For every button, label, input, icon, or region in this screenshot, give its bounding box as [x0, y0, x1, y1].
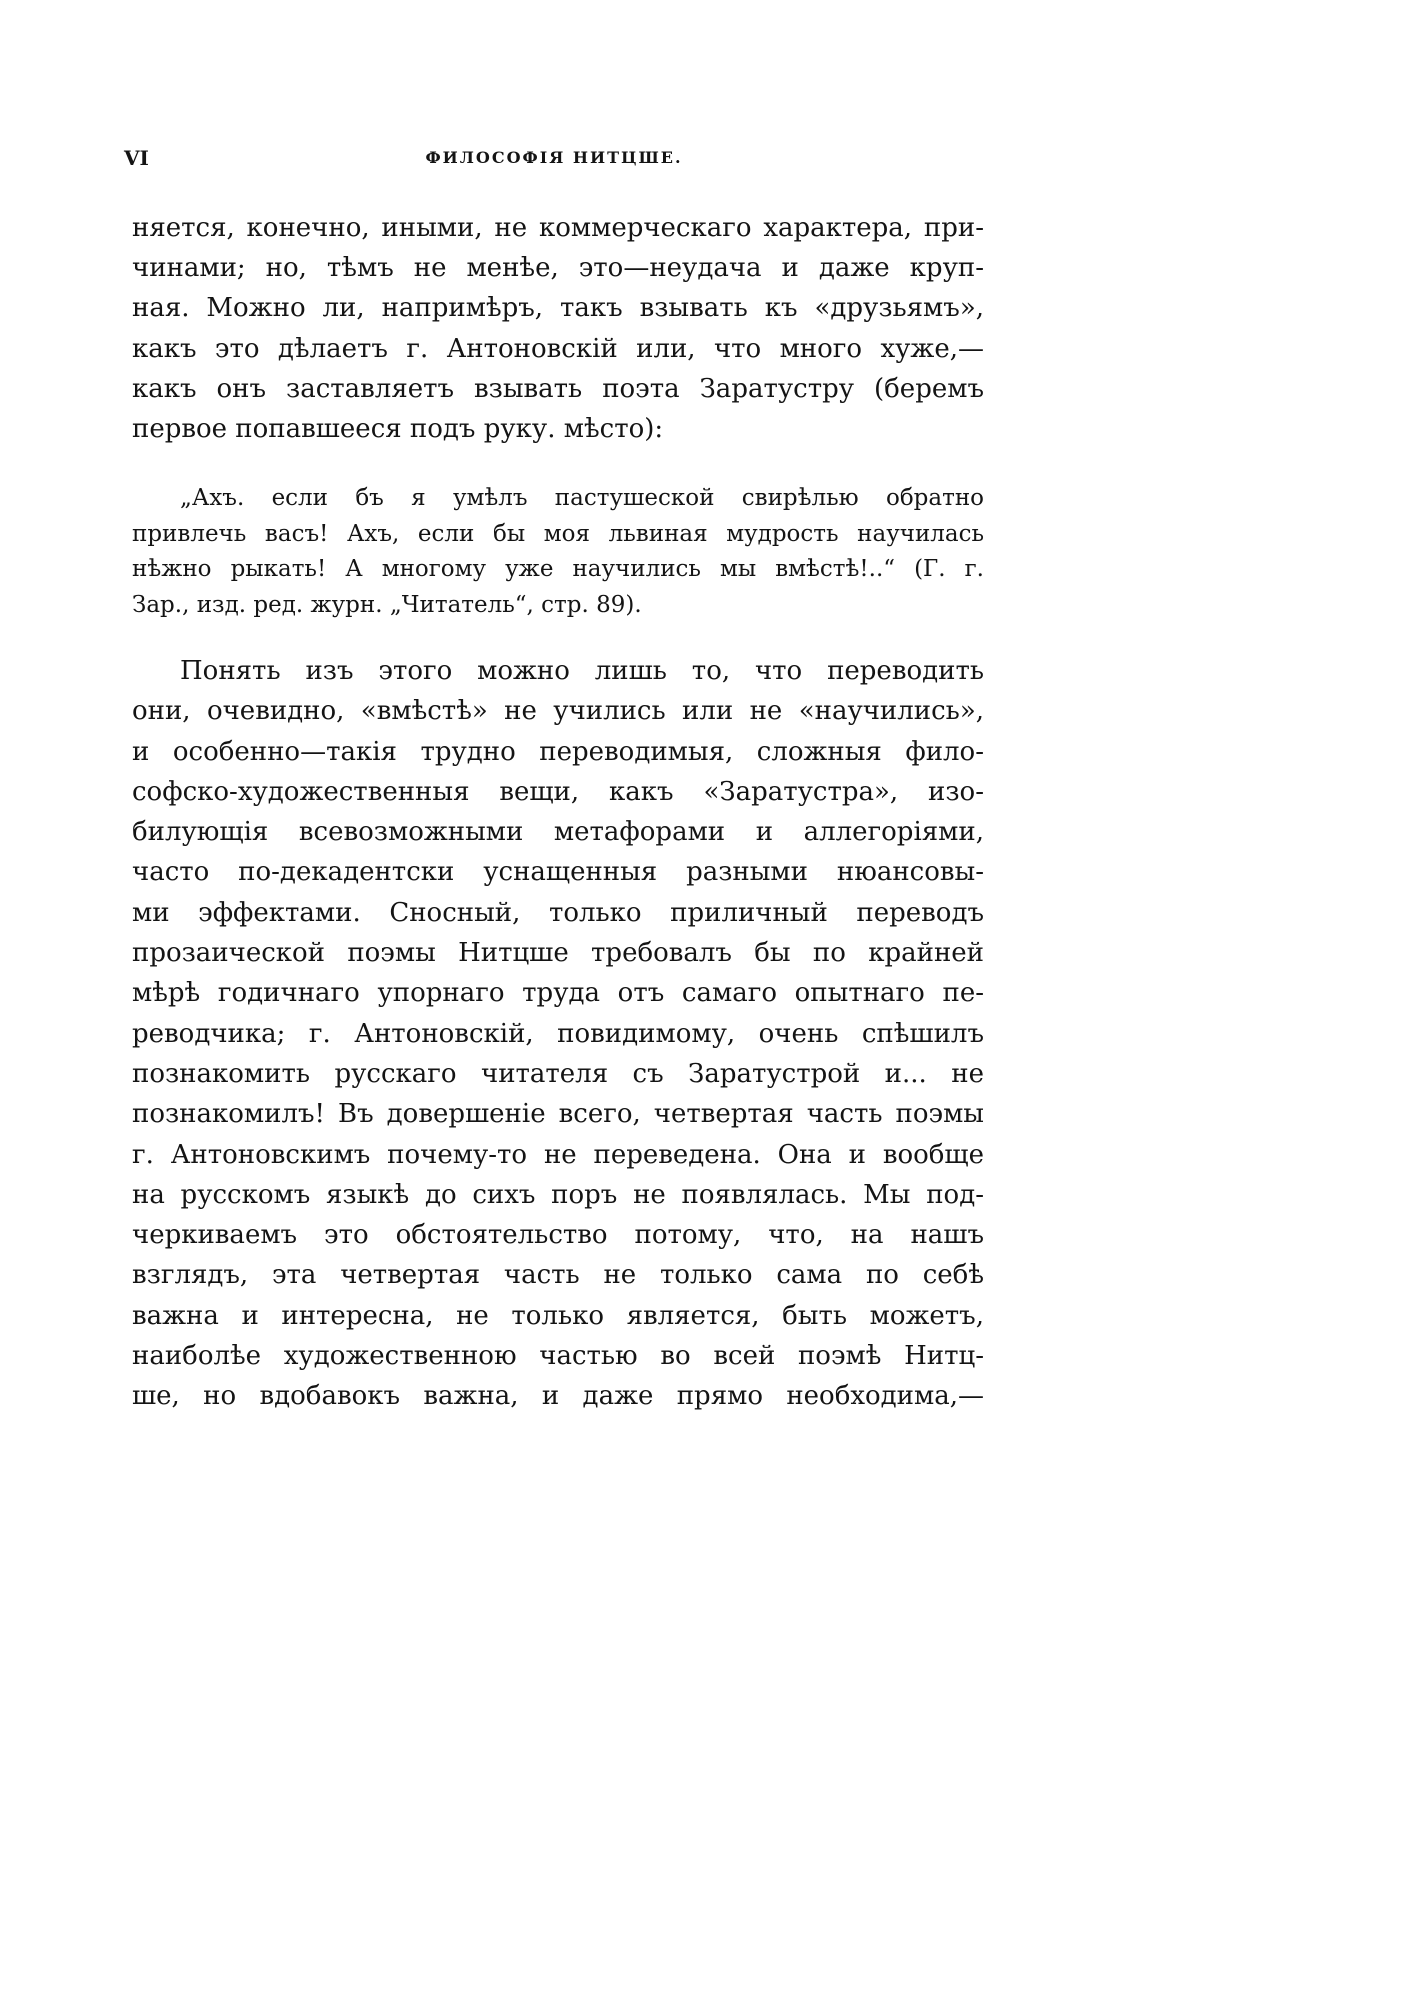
quote-line: привлечь васъ! Ахъ, если бы моя львиная мудрость научилась: [132, 520, 984, 547]
text-line: познакомить русскаго читателя съ Заратустрой и... не: [132, 1058, 984, 1089]
text-line: прозаической поэмы Нитцше требовалъ бы по крайней: [132, 938, 984, 969]
paragraph-1: [132, 208, 984, 449]
text-line: какъ это дѣлаетъ г. Антоновскій или, что много хуже,—: [132, 333, 984, 364]
text-line: черкиваемъ это обстоятельство потому, что, на нашъ: [132, 1220, 984, 1251]
text-line: и особенно—такія трудно переводимыя, сложныя фило-: [132, 736, 984, 767]
text-line: первое попавшееся подъ руку. мѣсто):: [132, 414, 664, 445]
text-line: билующія всевозможными метафорами и аллегоріями,: [132, 817, 984, 848]
text-line: какъ онъ заставляетъ взывать поэта Заратустру (беремъ: [132, 373, 984, 404]
text-line: важна и интересна, не только является, быть можетъ,: [132, 1300, 984, 1331]
paragraph-2: [132, 651, 984, 1417]
text-line: они, очевидно, «вмѣстѣ» не учились или не «научились»,: [132, 696, 984, 727]
text-line: реводчика; г. Антоновскій, повидимому, очень спѣшилъ: [132, 1018, 984, 1049]
text-line: мѣрѣ годичнаго упорнаго труда отъ самаго опытнаго пе-: [132, 978, 984, 1009]
text-line: софско-художественныя вещи, какъ «Заратустра», изо-: [132, 776, 984, 807]
text-line: няется, конечно, иными, не коммерческаго характера, при-: [132, 213, 984, 243]
text-line: наиболѣе художественною частью во всей поэмѣ Нитц-: [132, 1341, 984, 1372]
text-line: ми эффектами. Сносный, только приличный переводъ: [132, 897, 984, 928]
text-line: ше, но вдобавокъ важна, и даже прямо необходима,—: [132, 1381, 984, 1412]
text-line: часто по-декадентски уснащенныя разными нюансовы-: [132, 857, 984, 888]
text-line: г. Антоновскимъ почему-то не переведена. Она и вообще: [132, 1139, 984, 1170]
text-line: на русскомъ языкѣ до сихъ поръ не появлялась. Мы под-: [132, 1179, 984, 1210]
block-quote: [132, 481, 984, 623]
page-number: VI: [124, 146, 149, 170]
text-line: чинами; но, тѣмъ не менѣе, это—неудача и даже круп-: [132, 253, 984, 284]
quote-line: Зар., изд. ред. журн. „Читатель“, стр. 89).: [132, 591, 642, 618]
text-line: познакомилъ! Въ довершеніе всего, четвертая часть поэмы: [132, 1099, 984, 1130]
quote-line: нѣжно рыкать! А многому уже научились мы вмѣстѣ!..“ (Г. г.: [132, 556, 984, 582]
text-line: Понять изъ этого можно лишь то, что переводить: [180, 656, 984, 686]
running-title: ФИЛОСОФІЯ НИТЦШЕ.: [425, 148, 683, 167]
quote-line: „Ахъ. если бъ я умѣлъ пастушеской свирѣлью обратно: [180, 485, 984, 511]
running-head: [124, 146, 984, 176]
text-line: взглядъ, эта четвертая часть не только сама по себѣ: [132, 1260, 984, 1291]
text-line: ная. Можно ли, напримѣръ, такъ взывать къ «друзьямъ»,: [132, 293, 984, 324]
